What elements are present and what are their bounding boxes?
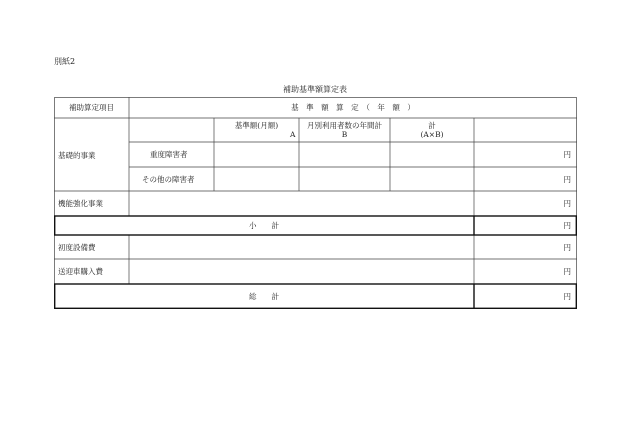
col-header-monthly: 基準額(月額) xyxy=(234,121,279,130)
unit-yen-grand-total: 円 xyxy=(563,292,571,301)
row-label-subtotal: 小 計 xyxy=(249,221,279,230)
col-header-total: 計 xyxy=(428,121,436,130)
header-item-label: 補助算定項目 xyxy=(69,103,114,112)
row-label-grand-total: 総 計 xyxy=(249,292,279,301)
unit-yen-other: 円 xyxy=(563,175,571,184)
col-header-annual-users-code: B xyxy=(341,130,348,139)
row-label-vehicle-purchase: 送迎車購入費 xyxy=(58,267,103,276)
row-label-severe: 重度障害者 xyxy=(150,150,188,159)
unit-yen-severe: 円 xyxy=(563,150,571,159)
calculation-table xyxy=(54,97,577,309)
unit-yen-vehicle: 円 xyxy=(563,267,571,276)
unit-yen-function: 円 xyxy=(563,199,571,208)
row-label-other: その他の障害者 xyxy=(142,175,195,184)
header-basis-label: 基 準 額 算 定 （ 年 額 ） xyxy=(291,103,415,112)
attachment-label: 別紙2 xyxy=(54,57,76,66)
row-label-initial-equipment: 初度設備費 xyxy=(58,243,96,252)
col-header-annual-users: 月別利用者数の年間計 xyxy=(307,121,382,130)
col-header-monthly-code: A xyxy=(290,130,296,139)
document-title: 補助基準額算定表 xyxy=(283,85,347,94)
unit-yen-initial: 円 xyxy=(563,243,571,252)
unit-yen-subtotal: 円 xyxy=(563,221,571,230)
row-label-basic-business: 基礎的事業 xyxy=(58,151,96,160)
col-header-total-formula: (A×B) xyxy=(420,130,444,139)
row-label-function-strengthening: 機能強化事業 xyxy=(58,199,103,208)
